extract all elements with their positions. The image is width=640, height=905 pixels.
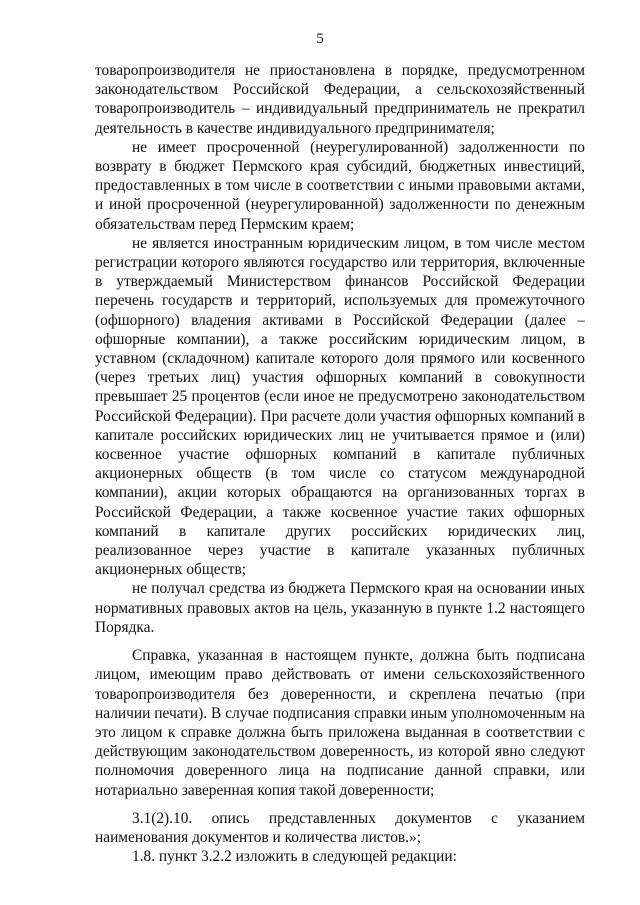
paragraph-not-foreign: не является иностранным юридическим лицом, в том числе местом регистрации которого являются государство или территория, включенные в утверждаемый Министерством финансов Российской Федерации перечень государств и территорий, используемых для промежуточного (офшорного) владения активами в Российской Федерации (далее – офшорные компании), а также российским юридическим лицом, в уставном (складочном) капитале которого доля прямого или косвенного (через третьих лиц) участия офшорных компаний в совокупности превышает 25 процентов (если иное не предусмотрено законодательством Российской Федерации). При расчете доли участия офшорных компаний в капитале российских юридических лиц не учитывается прямое и (или) косвенное участие офшорных компаний в капитале публичных акционерных обществ (в том числе со статусом международной компании), акции которых обращаются на организованных торгах в Российской Федерации, а также косвенное участие таких офшорных компаний в капитале других российских юридических лиц, реализованное через участие в капитале указанных публичных акционерных обществ;: [95, 234, 585, 579]
page-number: 5: [316, 31, 324, 47]
body-text: [95, 61, 585, 866]
paragraph-amendment: 1.8. пункт 3.2.2 изложить в следующей редакции:: [132, 848, 457, 866]
paragraph-no-debt: не имеет просроченной (неурегулированной) задолженности по возврату в бюджет Пермского края субсидий, бюджетных инвестиций, предоставленных в том числе в соответствии с иными правовыми актами, и иной просроченной (неурегулированной) задолженности по денежным обязательствам перед Пермским краем;: [95, 138, 585, 233]
paragraph-continuation: товаропроизводителя не приостановлена в порядке, предусмотренном законодательством Российской Федерации, а сельскохозяйственный товаропроизводитель – индивидуальный предприниматель не прекратил деятельность в качестве индивидуального предпринимателя;: [95, 62, 585, 137]
paragraph-no-other-funds: не получал средства из бюджета Пермского края на основании иных нормативных правовых актов на цель, указанную в пункте 1.2 настоящего Порядка.: [95, 580, 585, 636]
paragraph-certificate: Справка, указанная в настоящем пункте, должна быть подписана лицом, имеющим право действовать от имени сельскохозяйственного товаропроизводителя без доверенности, и скреплена печатью (при наличии печати). В случае подписания справки иным уполномоченным на это лицом к справке должна быть приложена выданная в соответствии с действующим законодательством доверенность, из которой явно следуют полномочия доверенного лица на подписание данной справки, или нотариально заверенная копия такой доверенности;: [95, 647, 585, 799]
paragraph-inventory: 3.1(2).10. опись представленных документов с указанием наименования документов и количества листов.»;: [95, 809, 585, 846]
